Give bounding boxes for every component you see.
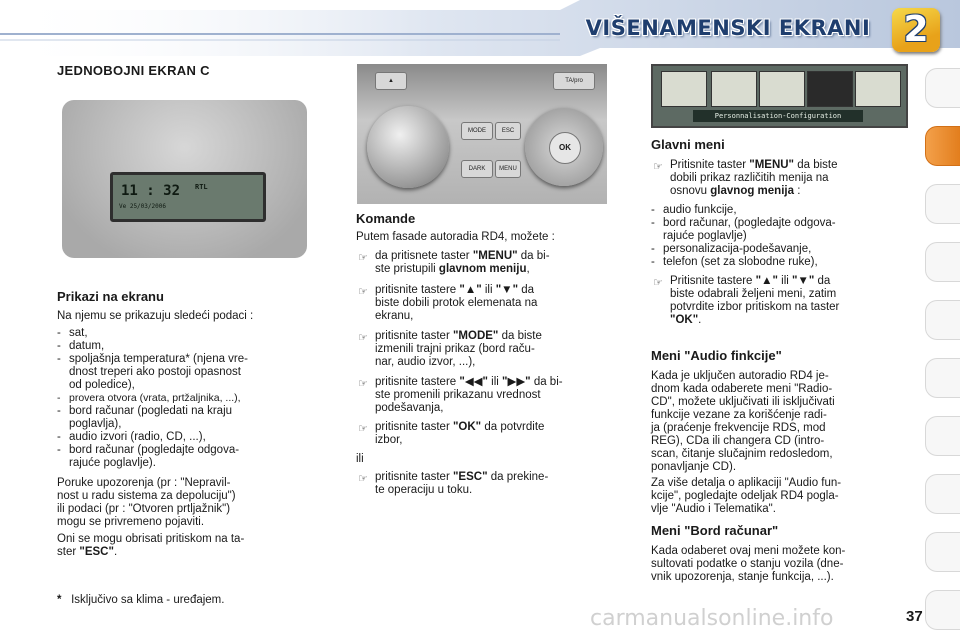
menu-list — [651, 204, 903, 269]
pointing-hand-icon: ☞ — [358, 286, 368, 298]
eject-button-photo: ▲ — [375, 72, 407, 90]
navigation-pad — [525, 108, 603, 186]
watermark: carmanualsonline.info — [590, 606, 834, 631]
chapter-tab-6[interactable] — [925, 358, 960, 398]
lcd-screen — [110, 172, 266, 222]
pointing-hand-icon: ☞ — [358, 473, 368, 485]
lcd-source: RTL — [195, 183, 208, 191]
chapter-tab-7[interactable] — [925, 416, 960, 456]
audio-details-paragraph: Za više detalja o aplikaciji "Audio fun- kcije", pogledajte odeljak RD4 pogla- vlje "Audio i Telematika". — [651, 477, 842, 515]
poruke-paragraph: Poruke upozorenja (pr : "Nepravil- nost u radu sistema za depoluciju") ili podaci (pr : "Otvoren prtljažnik") mogu se privremeno pojaviti. — [57, 477, 236, 528]
list-item: - audio izvori (radio, CD, ...), — [57, 431, 206, 443]
chapter-tab-5[interactable] — [925, 300, 960, 340]
pointing-hand-icon: ☞ — [653, 277, 663, 289]
list-item: da pritisnete taster "MENU" da bi- ste pristupili glavnom meniju, — [375, 250, 550, 275]
heading-bord-racunar: Meni "Bord računar" — [651, 523, 779, 538]
car-icon — [759, 71, 805, 107]
display-photo — [62, 100, 307, 258]
prikazi-list — [57, 327, 307, 470]
chapter-tab-9[interactable] — [925, 532, 960, 572]
list-item: pritisnite taster "MODE" da biste izmenili trajni prikaz (bord raču- nar, audio izvor, ...), — [375, 330, 542, 368]
dark-button-photo: DARK — [461, 160, 493, 178]
pointing-hand-icon: ☞ — [358, 252, 368, 264]
list-item: pritisnite tastere "▲" ili "▼" da biste dobili protok elemenata na ekranu, — [375, 284, 538, 322]
section-title-ekran-c: JEDNOBOJNI EKRAN C — [57, 63, 210, 78]
list-item: Pritisnite tastere "▲" ili "▼" da biste odabrali željeni meni, zatim potvrdite izbor pritiskom na taster "OK". — [670, 275, 840, 326]
list-item: - bord računar (pogledajte odgova- rajuće poglavlje). — [57, 444, 240, 469]
ok-button-photo: OK — [549, 132, 581, 164]
page-number: 37 — [906, 608, 923, 625]
bord-paragraph: Kada odaberet ovaj meni možete kon- sultovati podatke o stanju vozila (dne- vnik upozorenja, stanje funkcija, ...). — [651, 545, 846, 583]
chapter-tab-1[interactable] — [925, 68, 960, 108]
footnote: * Isključivo sa klima - uređajem. — [57, 594, 225, 606]
chapter-tab-2-active[interactable] — [925, 126, 960, 166]
list-item: pritisnite taster "ESC" da prekine- te operaciju u toku. — [375, 471, 549, 496]
chapter-tab-8[interactable] — [925, 474, 960, 514]
list-item: - audio funkcije, — [651, 204, 737, 216]
list-item: Pritisnite taster "MENU" da biste dobili prikaz različitih menija na osnovu glavnog menija : — [670, 159, 838, 197]
ili-text: ili — [356, 453, 364, 465]
esc-button-photo: ESC — [495, 122, 521, 140]
chapter-number: 2 — [903, 9, 929, 50]
chapter-tab-4[interactable] — [925, 242, 960, 282]
chapter-tab-10[interactable] — [925, 590, 960, 630]
phone-icon — [855, 71, 901, 107]
list-item: - bord računar (pogledati na kraju poglavlja), — [57, 405, 233, 430]
heading-prikazi: Prikazi na ekranu — [57, 289, 164, 304]
chapter-tab-3[interactable] — [925, 184, 960, 224]
list-item: - provera otvora (vrata, prtžaljnika, ...), — [57, 392, 241, 404]
heading-audio-funkcije: Meni "Audio finkcije" — [651, 348, 782, 363]
list-item: - datum, — [57, 340, 105, 352]
list-item: - telefon (set za slobodne ruke), — [651, 256, 818, 268]
lcd-date: Ve 25/03/2006 — [119, 203, 166, 210]
audio-paragraph: Kada je uključen autoradio RD4 je- dnom kada odaberete meni "Radio- CD", možete uključivati ili isključivati funkcije vezane za korišćenje radi- ja (praćenje frekvencije RDS, mod REG), CDa ili changera CD (intro- scan, čitanje slučajnim redosledom, ponavljanje CD). — [651, 370, 835, 473]
list-item: pritisnite taster "OK" da potvrdite izbor, — [375, 421, 545, 446]
menu-button-photo: MENU — [495, 160, 521, 178]
mode-button-photo: MODE — [461, 122, 493, 140]
list-item: pritisnite tastere "◀◀" ili "▶▶" da bi- ste promenili prikazanu vrednost podešavanja, — [375, 376, 563, 414]
lcd-time: 11 : 32 — [121, 183, 181, 199]
volume-knob — [367, 106, 449, 188]
pointing-hand-icon: ☞ — [358, 378, 368, 390]
heading-glavni-meni: Glavni meni — [651, 137, 725, 152]
esc-paragraph: Oni se mogu obrisati pritiskom na ta- ster "ESC". — [57, 533, 245, 558]
list-item: - bord računar, (pogledajte odgova- rajuće poglavlje) — [651, 217, 836, 242]
pointing-hand-icon: ☞ — [358, 332, 368, 344]
ta-button-photo: TA/pro — [553, 72, 595, 90]
settings-menu-icon — [807, 71, 853, 107]
heading-komande: Komande — [356, 211, 416, 226]
list-item: - personalizacija-podešavanje, — [651, 243, 812, 255]
audio-menu-icon — [661, 71, 707, 107]
trip-computer-icon — [711, 71, 757, 107]
menu-caption: Personnalisation-Configuration — [693, 110, 863, 122]
list-item: - spoljašnja temperatura* (njena vre- dnost treperi ako postoji opasnost od poledice), — [57, 353, 248, 391]
list-item: - sat, — [57, 327, 88, 339]
komande-intro: Putem fasade autoradia RD4, možete : — [356, 231, 555, 243]
pointing-hand-icon: ☞ — [653, 161, 663, 173]
chapter-tabs — [925, 68, 960, 628]
radio-panel-photo — [357, 64, 607, 204]
main-menu-screen-photo — [651, 64, 908, 128]
page-header-title: VIŠENAMENSKI EKRANI — [585, 16, 871, 40]
pointing-hand-icon: ☞ — [358, 423, 368, 435]
prikazi-intro: Na njemu se prikazuju sledeći podaci : — [57, 310, 254, 322]
